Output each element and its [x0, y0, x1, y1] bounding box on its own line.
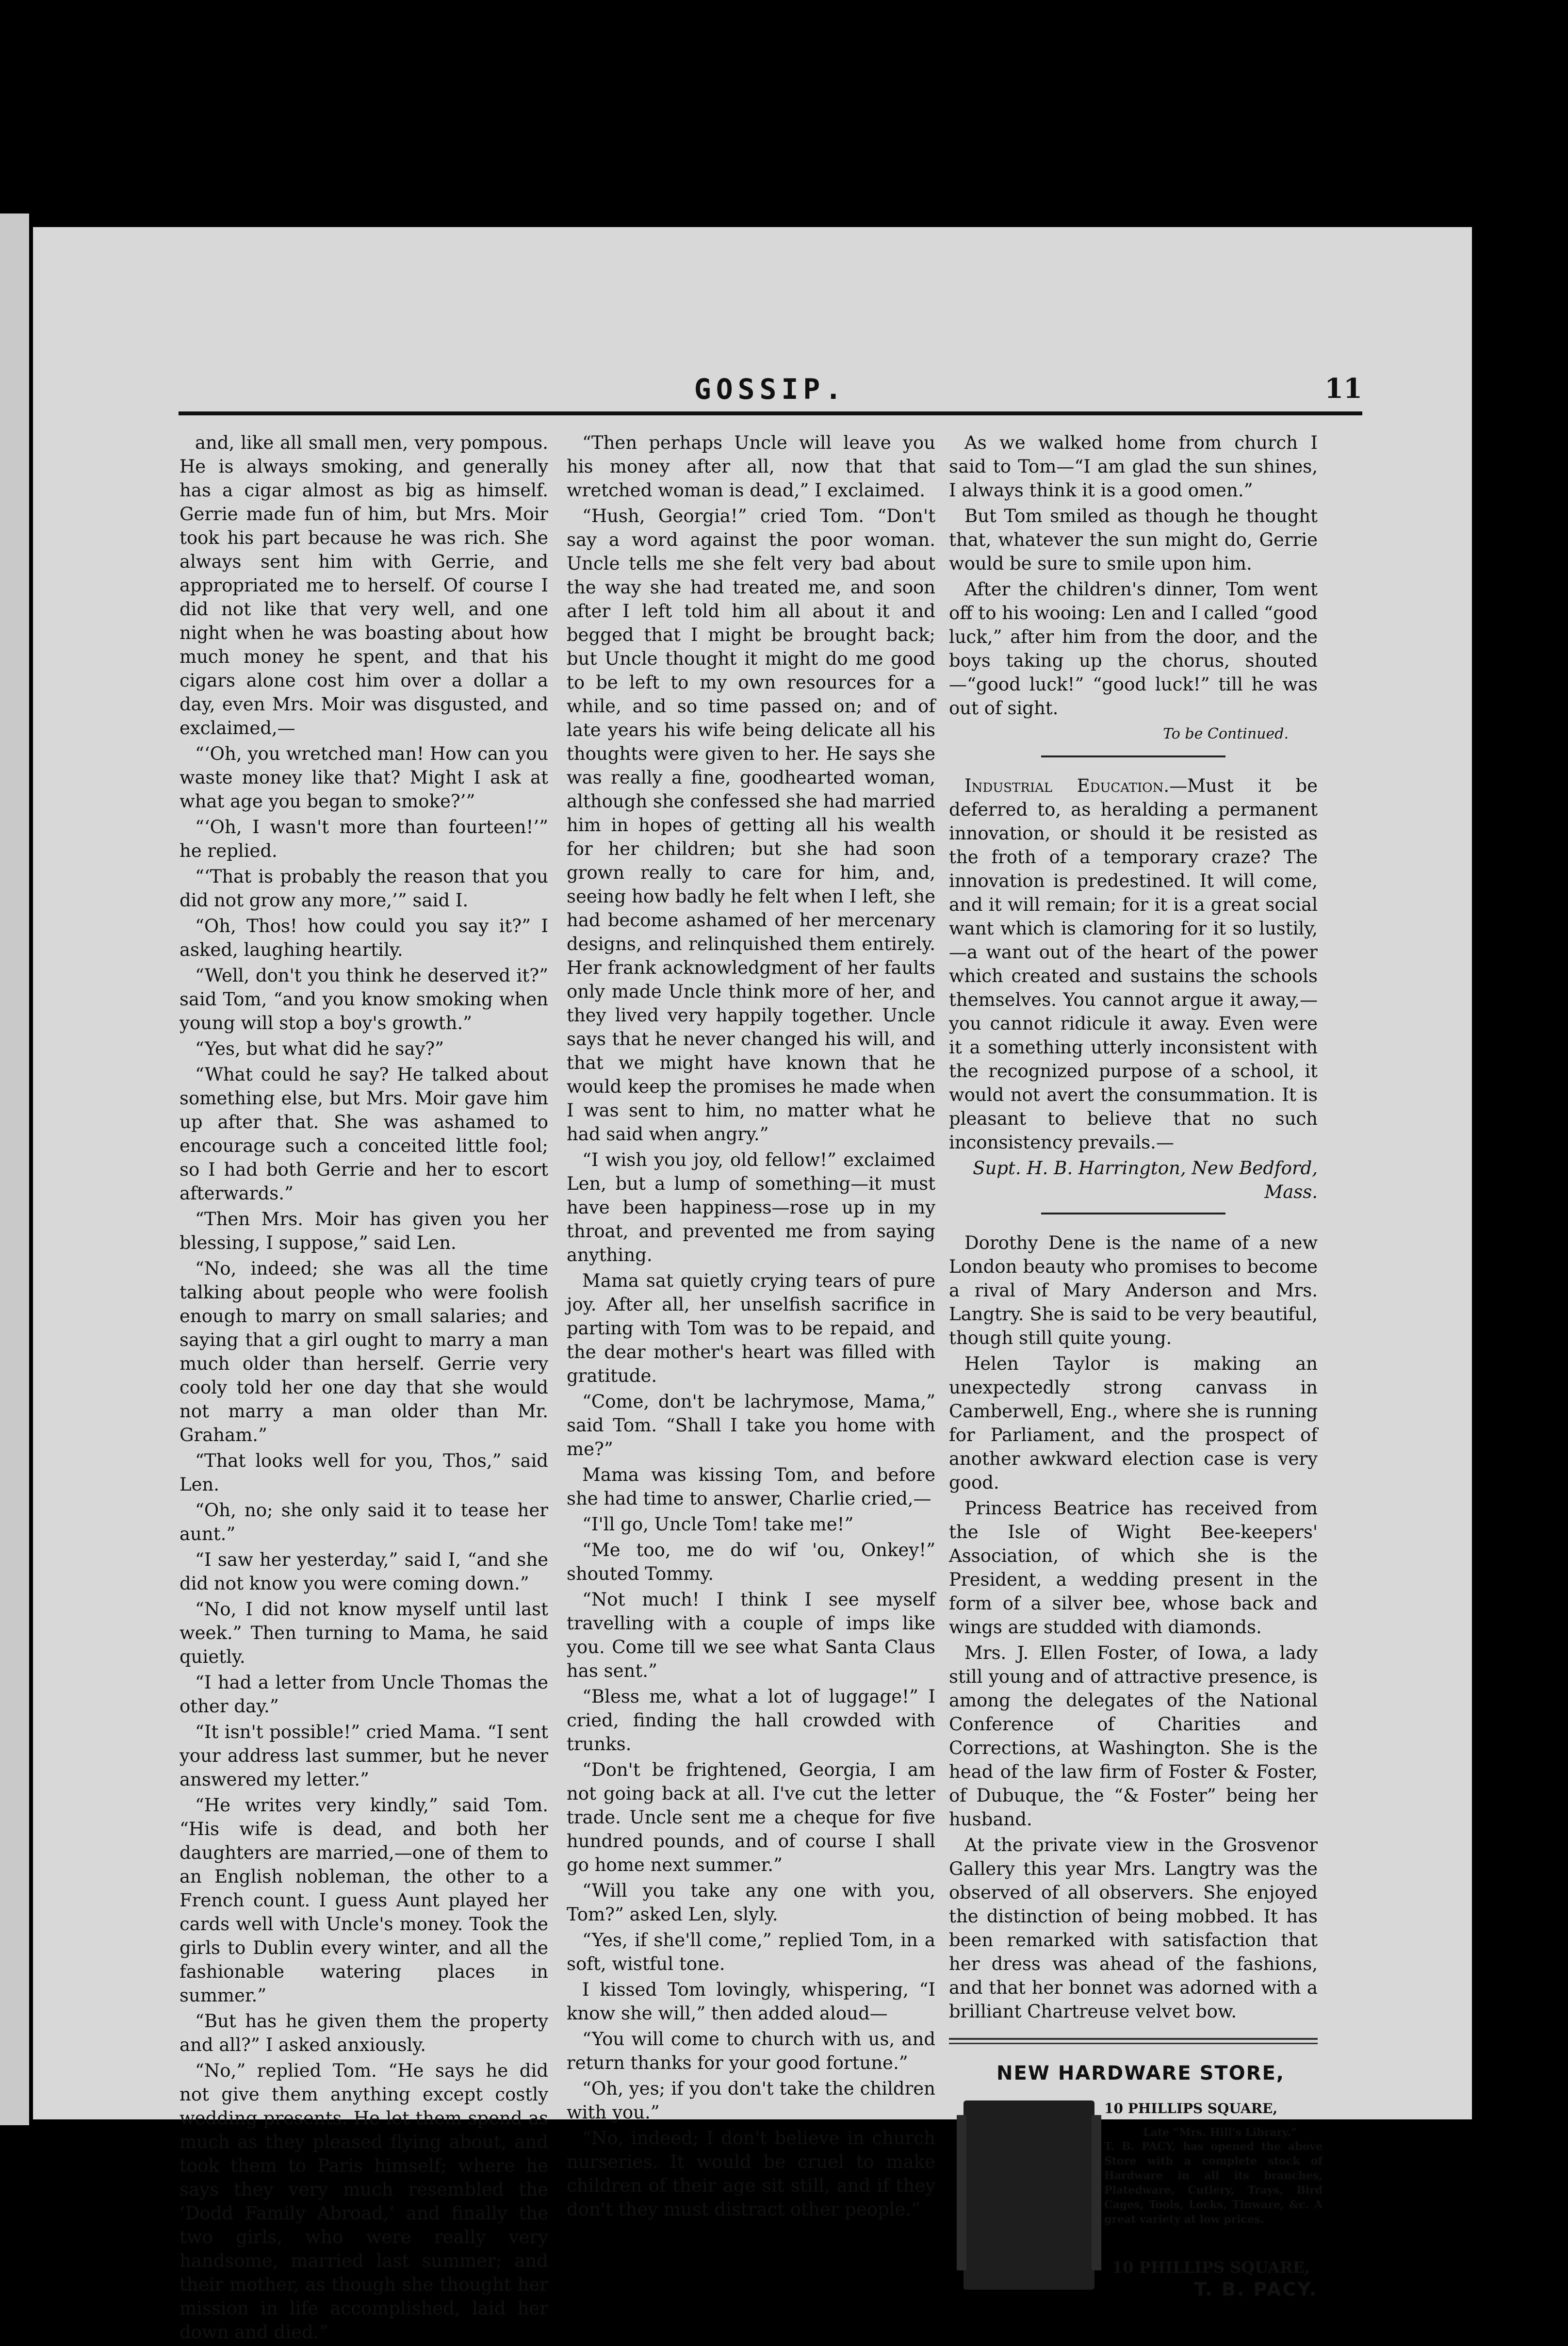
stove-illustration	[964, 2100, 1094, 2290]
paragraph: “No, indeed; she was all the time talking about people who were foolish enough to marry on small salaries; and saying that a girl ought to marry a man much older than herself. Gerrie very cooly told her one day that she would not marry a man older than Mr. Graham.”	[180, 1258, 548, 1445]
paragraph: “I had a letter from Uncle Thomas the other day.”	[180, 1672, 548, 1717]
paragraph: “Well, don't you think he deserved it?” said Tom, “and you know smoking when young will stop a boy's growth.”	[180, 965, 548, 1034]
header-rule	[179, 411, 1362, 415]
column-2	[567, 431, 935, 2223]
news-notes	[949, 1231, 1318, 2023]
paragraph: “What could he say? He talked about something else, but Mrs. Moir gave him up after that. She was ashamed to encourage such a conceited little fool; so I had both Gerrie and her to escort afterwards.”	[180, 1064, 548, 1204]
paragraph: “Yes, but what did he say?”	[195, 1038, 444, 1059]
paragraph: I kissed Tom lovingly, whispering, “I know she will,” then added aloud—	[567, 1979, 935, 2024]
article-heading: Industrial Education.	[964, 775, 1170, 796]
paragraph: “You will come to church with us, and return thanks for your good fortune.”	[567, 2029, 935, 2073]
ad-address-footer: 10 PHILLIPS SQUARE,	[1111, 2258, 1310, 2277]
paragraph: “Then perhaps Uncle will leave you his money after all, now that that wretched woman is dead,” I exclaimed.	[567, 432, 935, 501]
paragraph: “No, indeed; I don't believe in church nurseries. It would be cruel to make children of their age sit still, and if they don't they must distract other people.”	[567, 2128, 935, 2220]
adjacent-page-edge	[0, 213, 29, 2125]
paragraph: “That looks well for you, Thos,” said Len.	[180, 1450, 548, 1495]
paragraph: “Me too, me do wif 'ou, Onkey!” shouted Tommy.	[567, 1540, 935, 1584]
paragraph: “Bless me, what a lot of luggage!” I cried, finding the hall crowded with trunks.	[567, 1686, 935, 1755]
paragraph: “Come, don't be lachrymose, Mama,” said Tom. “Shall I take you home with me?”	[567, 1391, 935, 1460]
paragraph: “Then Mrs. Moir has given you her blessing, I suppose,” said Len.	[180, 1209, 548, 1253]
page-number: 11	[1324, 373, 1362, 405]
paragraph: “‘Oh, you wretched man! How can you waste money like that? Might I ask at what age you began to smoke?’”	[180, 743, 548, 812]
ad-rule	[949, 2038, 1318, 2040]
paragraph: “Don't be frightened, Georgia, I am not going back at all. I've cut the letter trade. Uncle sent me a cheque for five hundred pounds, and of course I shall go home next summer.”	[567, 1759, 935, 1875]
ad-title: NEW HARDWARE STORE,	[996, 2062, 1285, 2084]
paragraph: “‘That is probably the reason that you did not grow any more,’” said I.	[180, 866, 548, 911]
to-be-continued: To be Continued.	[1163, 725, 1289, 742]
paragraph: “Not much! I think I see myself travelling with a couple of imps like you. Come till we see what Santa Claus has sent.”	[567, 1589, 935, 1681]
ad-owner: T. B. PACY.	[1194, 2279, 1318, 2300]
news-note: Princess Beatrice has received from the Isle of Wight Bee-keepers' Association, of which she is the President, a wedding present in the form of a silver bee, whose back and wings are studded with diamonds.	[949, 1498, 1318, 1638]
paragraph: “‘Oh, I wasn't more than fourteen!’” he replied.	[180, 817, 548, 861]
paragraph: “I wish you joy, old fellow!” exclaimed Len, but a lump of something—it must have been happiness—rose up in my throat, and prevented me from saying anything.	[567, 1149, 935, 1265]
column-3	[949, 431, 1323, 2314]
news-note: Helen Taylor is making an unexpectedly strong canvass in Camberwell, Eng., where she is running for Parliament, and the prospect of another awkward election case is very good.	[949, 1353, 1318, 1493]
paragraph: “Hush, Georgia!” cried Tom. “Don't say a word against the poor woman. Uncle tells me she felt very bad about the way she had treated me, and soon after I left told him all about it and begged that I might be brought back; but Uncle thought it might do me good to be left to my own resources for a while, and so time passed on; and of late years his wife being delicate all his thoughts were given to her. He says she was really a fine, goodhearted woman, although she confessed she had married him in hopes of getting all his wealth for her children; but she had soon grown really to care for him, and, seeing how badly he felt when I left, she had become ashamed of her mercenary designs, and relinquished them entirely. Her frank acknowledgment of her faults only made Uncle think more of her, and they lived very happily together. Uncle says that he never changed his will, and that we might have known that he would keep the promises he made when I was sent to him, no matter what he had said when angry.”	[567, 506, 935, 1145]
hardware-store-advertisement	[949, 2062, 1323, 2314]
paragraph: “I saw her yesterday,” said I, “and she did not know you were coming down.”	[180, 1549, 548, 1594]
paragraph: “But has he given them the property and all?” I asked anxiously.	[180, 2011, 548, 2055]
masthead-title: GOSSIP.	[694, 373, 847, 406]
paragraph: “Will you take any one with you, Tom?” asked Len, slyly.	[567, 1880, 935, 1925]
paragraph: “Oh, yes; if you don't take the children with you.”	[567, 2078, 935, 2123]
news-note: Mrs. J. Ellen Foster, of Iowa, a lady still young and of attractive presence, is among the delegates of the National Conference of Charities and Corrections, at Washington. She is the head of the law firm of Foster & Foster, of Dubuque, the “& Foster” being her husband.	[949, 1642, 1318, 1830]
page-header	[179, 373, 1362, 406]
paragraph: “No, I did not know myself until last week.” Then turning to Mama, he said quietly.	[180, 1599, 548, 1667]
story-continuation	[949, 431, 1318, 720]
paragraph: Mama was kissing Tom, and before she had time to answer, Charlie cried,—	[567, 1464, 935, 1509]
news-note: Dorothy Dene is the name of a new London beauty who promises to become a rival of Mary Anderson and Mrs. Langtry. She is said to be very beautiful, though still quite young.	[949, 1232, 1318, 1348]
paragraph: Mama sat quietly crying tears of pure joy. After all, her unselfish sacrifice in parting with Tom was to be repaid, and the dear mother's heart was filled with gratitude.	[567, 1270, 935, 1386]
section-divider	[1041, 755, 1225, 757]
ad-former-name: Late “Mrs. Hill's Library.”	[1143, 2126, 1297, 2139]
ad-address: 10 PHILLIPS SQUARE,	[1104, 2100, 1278, 2116]
column-1	[180, 431, 548, 2346]
paragraph: “Oh, Thos! how could you say it?” I asked, laughing heartily.	[180, 916, 548, 960]
paragraph: “No,” replied Tom. “He says he did not give them anything except costly wedding presents. He let them spend as much as they pleased flying about, and took them to Paris himself; where he says they very much resembled the ‘Dodd Family Abroad,’ and finally the two girls, who were really very handsome, married last summer; and their mother, as though she thought her mission in life accomplished, laid her down and died.”	[180, 2060, 548, 2343]
article-signature: Supt. H. B. Harrington, New Bedford, Mass.	[973, 1158, 1318, 1202]
paragraph: “It isn't possible!” cried Mama. “I sent your address last summer, but he never answered my letter.”	[180, 1722, 548, 1790]
paragraph: “Oh, no; she only said it to tease her aunt.”	[180, 1500, 548, 1544]
ad-body: T. B. PACY, has opened the above Store with a complete stock of Hardware in all its branches, Platedware, Cutlery, Trays, Bird Cages, Tools, Locks, Tinware, &c. A great variety at low prices.	[1104, 2140, 1323, 2226]
ad-rule	[949, 2043, 1318, 2044]
article-text: —Must it be deferred to, as heralding a permanent innovation, or should it be resisted as the froth of a temporary craze? The innovation is predestined. It will come, and it will remain; for it is a great social want which is clamoring for it so lustily,—a want out of the heart of the power which created and sustains the schools themselves. You cannot argue it away,—you cannot ridicule it away. Even were it a something utterly inconsistent with the recognized purpose of a school, it would not avert the consummation. It is pleasant to believe that no such inconsistency prevails.—	[949, 775, 1318, 1153]
paragraph: and, like all small men, very pompous. He is always smoking, and generally has a cigar almost as big as himself. Gerrie made fun of him, but Mrs. Moir took his part because he was rich. She always sent him with Gerrie, and appropriated me to herself. Of course I did not like that very well, and one night when he was boasting about how much money he spent, and that his cigars alone cost him over a dollar a day, even Mrs. Moir was disgusted, and exclaimed,—	[180, 432, 548, 738]
paragraph: “Yes, if she'll come,” replied Tom, in a soft, wistful tone.	[567, 1930, 935, 1974]
newspaper-page	[33, 227, 1472, 2343]
paragraph: As we walked home from church I said to Tom—“I am glad the sun shines, I always think it is a good omen.”	[949, 432, 1318, 501]
section-divider	[1041, 1213, 1225, 1214]
paragraph: But Tom smiled as though he thought that, whatever the sun might do, Gerrie would be sure to smile upon him.	[949, 506, 1318, 574]
news-note: At the private view in the Grosvenor Gallery this year Mrs. Langtry was the observed of all observers. She enjoyed the distinction of being mobbed. It has been remarked with satisfaction that her dress was ahead of the fashions, and that her bonnet was adorned with a brilliant Chartreuse velvet bow.	[949, 1835, 1318, 2022]
paragraph: After the children's dinner, Tom went off to his wooing: Len and I called “good luck,” after him from the door, and the boys taking up the chorus, shouted—“good luck!” “good luck!” till he was out of sight.	[949, 579, 1318, 719]
paragraph: “I'll go, Uncle Tom! take me!”	[582, 1514, 854, 1535]
industrial-education-article	[949, 774, 1318, 1154]
paragraph: “He writes very kindly,” said Tom. “His wife is dead, and both her daughters are married,—one of them to an English nobleman, the other to a French count. I guess Aunt played her cards well with Uncle's money. Took the girls to Dublin every winter, and all the fashionable watering places in summer.”	[180, 1795, 548, 2006]
